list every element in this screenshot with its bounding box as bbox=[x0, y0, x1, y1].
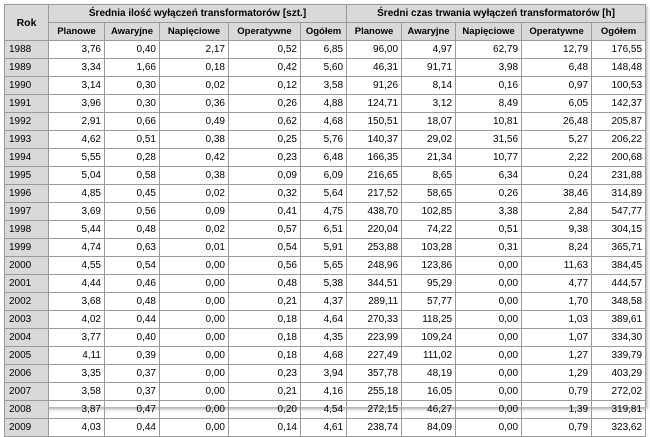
value-cell: 0,45 bbox=[105, 185, 160, 203]
value-cell: 57,77 bbox=[402, 293, 456, 311]
table-body bbox=[5, 41, 646, 437]
value-cell: 4,77 bbox=[522, 275, 592, 293]
value-cell: 0,46 bbox=[105, 275, 160, 293]
value-cell: 0,14 bbox=[229, 419, 301, 437]
value-cell: 0,36 bbox=[160, 95, 229, 113]
value-cell: 100,53 bbox=[592, 77, 646, 95]
value-cell: 0,18 bbox=[229, 347, 301, 365]
value-cell: 4,62 bbox=[49, 131, 105, 149]
sub-header-total-duration: Ogółem bbox=[592, 23, 646, 41]
value-cell: 0,21 bbox=[229, 293, 301, 311]
value-cell: 6,85 bbox=[301, 41, 347, 59]
value-cell: 3,38 bbox=[456, 203, 522, 221]
value-cell: 6,48 bbox=[301, 149, 347, 167]
value-cell: 0,02 bbox=[160, 77, 229, 95]
value-cell: 140,37 bbox=[347, 131, 402, 149]
value-cell: 0,12 bbox=[229, 77, 301, 95]
value-cell: 0,18 bbox=[160, 59, 229, 77]
value-cell: 0,26 bbox=[229, 95, 301, 113]
value-cell: 0,38 bbox=[160, 167, 229, 185]
value-cell: 0,00 bbox=[456, 275, 522, 293]
value-cell: 323,62 bbox=[592, 419, 646, 437]
value-cell: 5,64 bbox=[301, 185, 347, 203]
value-cell: 4,97 bbox=[402, 41, 456, 59]
table-row bbox=[5, 365, 646, 383]
year-column-header: Rok bbox=[5, 5, 49, 41]
value-cell: 3,87 bbox=[49, 401, 105, 419]
value-cell: 0,56 bbox=[105, 203, 160, 221]
value-cell: 0,38 bbox=[160, 131, 229, 149]
value-cell: 444,57 bbox=[592, 275, 646, 293]
value-cell: 3,58 bbox=[301, 77, 347, 95]
year-cell: 1992 bbox=[5, 113, 49, 131]
value-cell: 3,94 bbox=[301, 365, 347, 383]
value-cell: 0,18 bbox=[229, 329, 301, 347]
value-cell: 0,01 bbox=[160, 239, 229, 257]
sub-header-planned-count: Planowe bbox=[49, 23, 105, 41]
value-cell: 124,71 bbox=[347, 95, 402, 113]
value-cell: 142,37 bbox=[592, 95, 646, 113]
value-cell: 0,00 bbox=[456, 365, 522, 383]
transformer-outage-table-panel bbox=[4, 4, 645, 433]
value-cell: 4,55 bbox=[49, 257, 105, 275]
value-cell: 0,66 bbox=[105, 113, 160, 131]
value-cell: 8,65 bbox=[402, 167, 456, 185]
value-cell: 4,88 bbox=[301, 95, 347, 113]
year-cell: 1994 bbox=[5, 149, 49, 167]
value-cell: 4,68 bbox=[301, 113, 347, 131]
table-row bbox=[5, 95, 646, 113]
value-cell: 0,00 bbox=[160, 275, 229, 293]
value-cell: 0,18 bbox=[229, 311, 301, 329]
year-cell: 2005 bbox=[5, 347, 49, 365]
value-cell: 0,42 bbox=[160, 149, 229, 167]
table-row bbox=[5, 293, 646, 311]
value-cell: 6,48 bbox=[522, 59, 592, 77]
value-cell: 95,29 bbox=[402, 275, 456, 293]
sub-header-failure-count: Awaryjne bbox=[105, 23, 160, 41]
table-row bbox=[5, 41, 646, 59]
value-cell: 1,07 bbox=[522, 329, 592, 347]
value-cell: 248,96 bbox=[347, 257, 402, 275]
value-cell: 289,11 bbox=[347, 293, 402, 311]
value-cell: 0,21 bbox=[229, 383, 301, 401]
value-cell: 0,54 bbox=[105, 257, 160, 275]
value-cell: 10,81 bbox=[456, 113, 522, 131]
value-cell: 304,15 bbox=[592, 221, 646, 239]
value-cell: 1,70 bbox=[522, 293, 592, 311]
value-cell: 0,79 bbox=[522, 419, 592, 437]
value-cell: 18,07 bbox=[402, 113, 456, 131]
value-cell: 253,88 bbox=[347, 239, 402, 257]
value-cell: 0,25 bbox=[229, 131, 301, 149]
value-cell: 0,48 bbox=[229, 275, 301, 293]
value-cell: 0,00 bbox=[456, 401, 522, 419]
value-cell: 223,99 bbox=[347, 329, 402, 347]
value-cell: 0,00 bbox=[160, 365, 229, 383]
value-cell: 0,16 bbox=[456, 77, 522, 95]
transformer-outage-table bbox=[4, 4, 646, 437]
value-cell: 5,55 bbox=[49, 149, 105, 167]
value-cell: 389,61 bbox=[592, 311, 646, 329]
value-cell: 0,02 bbox=[160, 221, 229, 239]
value-cell: 4,44 bbox=[49, 275, 105, 293]
value-cell: 118,25 bbox=[402, 311, 456, 329]
value-cell: 0,48 bbox=[105, 221, 160, 239]
value-cell: 0,00 bbox=[456, 257, 522, 275]
value-cell: 3,35 bbox=[49, 365, 105, 383]
value-cell: 2,91 bbox=[49, 113, 105, 131]
value-cell: 272,15 bbox=[347, 401, 402, 419]
value-cell: 5,60 bbox=[301, 59, 347, 77]
value-cell: 4,02 bbox=[49, 311, 105, 329]
value-cell: 4,68 bbox=[301, 347, 347, 365]
value-cell: 4,16 bbox=[301, 383, 347, 401]
table-row bbox=[5, 221, 646, 239]
value-cell: 3,34 bbox=[49, 59, 105, 77]
value-cell: 16,05 bbox=[402, 383, 456, 401]
value-cell: 0,51 bbox=[105, 131, 160, 149]
value-cell: 5,38 bbox=[301, 275, 347, 293]
year-cell: 2000 bbox=[5, 257, 49, 275]
value-cell: 0,40 bbox=[105, 41, 160, 59]
value-cell: 2,84 bbox=[522, 203, 592, 221]
value-cell: 0,56 bbox=[229, 257, 301, 275]
value-cell: 21,34 bbox=[402, 149, 456, 167]
value-cell: 150,51 bbox=[347, 113, 402, 131]
value-cell: 8,14 bbox=[402, 77, 456, 95]
value-cell: 0,58 bbox=[105, 167, 160, 185]
value-cell: 3,14 bbox=[49, 77, 105, 95]
value-cell: 384,45 bbox=[592, 257, 646, 275]
value-cell: 1,29 bbox=[522, 365, 592, 383]
value-cell: 0,00 bbox=[160, 419, 229, 437]
value-cell: 0,97 bbox=[522, 77, 592, 95]
value-cell: 0,00 bbox=[456, 419, 522, 437]
value-cell: 0,09 bbox=[160, 203, 229, 221]
value-cell: 29,02 bbox=[402, 131, 456, 149]
value-cell: 4,54 bbox=[301, 401, 347, 419]
value-cell: 6,51 bbox=[301, 221, 347, 239]
value-cell: 102,85 bbox=[402, 203, 456, 221]
value-cell: 0,30 bbox=[105, 95, 160, 113]
value-cell: 91,71 bbox=[402, 59, 456, 77]
value-cell: 4,85 bbox=[49, 185, 105, 203]
value-cell: 4,11 bbox=[49, 347, 105, 365]
value-cell: 0,30 bbox=[105, 77, 160, 95]
value-cell: 9,38 bbox=[522, 221, 592, 239]
table-row bbox=[5, 149, 646, 167]
table-row bbox=[5, 257, 646, 275]
year-cell: 2009 bbox=[5, 419, 49, 437]
year-cell: 2006 bbox=[5, 365, 49, 383]
value-cell: 0,44 bbox=[105, 419, 160, 437]
value-cell: 0,00 bbox=[456, 311, 522, 329]
value-cell: 3,12 bbox=[402, 95, 456, 113]
value-cell: 5,91 bbox=[301, 239, 347, 257]
header-row-groups bbox=[5, 5, 646, 23]
value-cell: 0,49 bbox=[160, 113, 229, 131]
year-cell: 2004 bbox=[5, 329, 49, 347]
value-cell: 123,86 bbox=[402, 257, 456, 275]
value-cell: 314,89 bbox=[592, 185, 646, 203]
year-cell: 2003 bbox=[5, 311, 49, 329]
value-cell: 166,35 bbox=[347, 149, 402, 167]
sub-header-voltage-count: Napięciowe bbox=[160, 23, 229, 41]
value-cell: 46,31 bbox=[347, 59, 402, 77]
year-cell: 1988 bbox=[5, 41, 49, 59]
value-cell: 0,00 bbox=[456, 329, 522, 347]
value-cell: 8,24 bbox=[522, 239, 592, 257]
value-cell: 5,04 bbox=[49, 167, 105, 185]
table-row bbox=[5, 239, 646, 257]
value-cell: 0,51 bbox=[456, 221, 522, 239]
value-cell: 5,76 bbox=[301, 131, 347, 149]
value-cell: 0,09 bbox=[229, 167, 301, 185]
table-row bbox=[5, 311, 646, 329]
value-cell: 103,28 bbox=[402, 239, 456, 257]
value-cell: 0,00 bbox=[160, 401, 229, 419]
value-cell: 344,51 bbox=[347, 275, 402, 293]
value-cell: 0,37 bbox=[105, 383, 160, 401]
value-cell: 348,58 bbox=[592, 293, 646, 311]
value-cell: 109,24 bbox=[402, 329, 456, 347]
sub-header-voltage-duration: Napięciowe bbox=[456, 23, 522, 41]
value-cell: 0,00 bbox=[160, 329, 229, 347]
value-cell: 0,31 bbox=[456, 239, 522, 257]
value-cell: 38,46 bbox=[522, 185, 592, 203]
value-cell: 216,65 bbox=[347, 167, 402, 185]
value-cell: 547,77 bbox=[592, 203, 646, 221]
value-cell: 62,79 bbox=[456, 41, 522, 59]
sub-header-planned-duration: Planowe bbox=[347, 23, 402, 41]
value-cell: 0,00 bbox=[456, 383, 522, 401]
value-cell: 3,76 bbox=[49, 41, 105, 59]
value-cell: 4,74 bbox=[49, 239, 105, 257]
duration-group-header: Średni czas trwania wyłączeń transformatorów [h] bbox=[347, 5, 646, 23]
value-cell: 0,23 bbox=[229, 365, 301, 383]
value-cell: 0,00 bbox=[160, 293, 229, 311]
value-cell: 10,77 bbox=[456, 149, 522, 167]
value-cell: 334,30 bbox=[592, 329, 646, 347]
value-cell: 220,04 bbox=[347, 221, 402, 239]
value-cell: 0,00 bbox=[160, 347, 229, 365]
value-cell: 231,88 bbox=[592, 167, 646, 185]
value-cell: 0,63 bbox=[105, 239, 160, 257]
value-cell: 206,22 bbox=[592, 131, 646, 149]
sub-header-operational-duration: Operatywne bbox=[522, 23, 592, 41]
value-cell: 12,79 bbox=[522, 41, 592, 59]
value-cell: 0,62 bbox=[229, 113, 301, 131]
year-cell: 2001 bbox=[5, 275, 49, 293]
value-cell: 31,56 bbox=[456, 131, 522, 149]
value-cell: 4,75 bbox=[301, 203, 347, 221]
year-cell: 2002 bbox=[5, 293, 49, 311]
value-cell: 205,87 bbox=[592, 113, 646, 131]
value-cell: 272,02 bbox=[592, 383, 646, 401]
value-cell: 0,26 bbox=[456, 185, 522, 203]
year-cell: 1993 bbox=[5, 131, 49, 149]
value-cell: 4,03 bbox=[49, 419, 105, 437]
value-cell: 111,02 bbox=[402, 347, 456, 365]
value-cell: 0,00 bbox=[456, 293, 522, 311]
sub-header-failure-duration: Awaryjne bbox=[402, 23, 456, 41]
value-cell: 0,47 bbox=[105, 401, 160, 419]
value-cell: 4,64 bbox=[301, 311, 347, 329]
table-row bbox=[5, 329, 646, 347]
value-cell: 96,00 bbox=[347, 41, 402, 59]
table-row bbox=[5, 77, 646, 95]
value-cell: 1,39 bbox=[522, 401, 592, 419]
value-cell: 5,27 bbox=[522, 131, 592, 149]
value-cell: 1,27 bbox=[522, 347, 592, 365]
value-cell: 3,96 bbox=[49, 95, 105, 113]
year-cell: 1998 bbox=[5, 221, 49, 239]
value-cell: 0,48 bbox=[105, 293, 160, 311]
value-cell: 0,00 bbox=[160, 257, 229, 275]
value-cell: 403,29 bbox=[592, 365, 646, 383]
value-cell: 0,32 bbox=[229, 185, 301, 203]
year-cell: 2008 bbox=[5, 401, 49, 419]
value-cell: 0,57 bbox=[229, 221, 301, 239]
value-cell: 0,44 bbox=[105, 311, 160, 329]
value-cell: 365,71 bbox=[592, 239, 646, 257]
value-cell: 227,49 bbox=[347, 347, 402, 365]
year-cell: 2007 bbox=[5, 383, 49, 401]
table-row bbox=[5, 383, 646, 401]
table-row bbox=[5, 419, 646, 437]
value-cell: 0,42 bbox=[229, 59, 301, 77]
value-cell: 48,19 bbox=[402, 365, 456, 383]
value-cell: 438,70 bbox=[347, 203, 402, 221]
value-cell: 270,33 bbox=[347, 311, 402, 329]
value-cell: 238,74 bbox=[347, 419, 402, 437]
value-cell: 8,49 bbox=[456, 95, 522, 113]
value-cell: 0,52 bbox=[229, 41, 301, 59]
value-cell: 1,66 bbox=[105, 59, 160, 77]
value-cell: 2,22 bbox=[522, 149, 592, 167]
value-cell: 0,00 bbox=[160, 311, 229, 329]
value-cell: 0,28 bbox=[105, 149, 160, 167]
value-cell: 4,37 bbox=[301, 293, 347, 311]
value-cell: 0,02 bbox=[160, 185, 229, 203]
year-cell: 1999 bbox=[5, 239, 49, 257]
value-cell: 74,22 bbox=[402, 221, 456, 239]
value-cell: 11,63 bbox=[522, 257, 592, 275]
value-cell: 0,54 bbox=[229, 239, 301, 257]
value-cell: 5,44 bbox=[49, 221, 105, 239]
year-cell: 1989 bbox=[5, 59, 49, 77]
value-cell: 0,23 bbox=[229, 149, 301, 167]
table-row bbox=[5, 203, 646, 221]
sub-header-operational-count: Operatywne bbox=[229, 23, 301, 41]
value-cell: 4,35 bbox=[301, 329, 347, 347]
value-cell: 6,09 bbox=[301, 167, 347, 185]
table-row bbox=[5, 401, 646, 419]
year-cell: 1995 bbox=[5, 167, 49, 185]
value-cell: 3,68 bbox=[49, 293, 105, 311]
table-row bbox=[5, 167, 646, 185]
value-cell: 0,39 bbox=[105, 347, 160, 365]
value-cell: 84,09 bbox=[402, 419, 456, 437]
value-cell: 255,18 bbox=[347, 383, 402, 401]
year-cell: 1991 bbox=[5, 95, 49, 113]
value-cell: 3,98 bbox=[456, 59, 522, 77]
value-cell: 26,48 bbox=[522, 113, 592, 131]
header-row-subcolumns bbox=[5, 23, 646, 41]
value-cell: 91,26 bbox=[347, 77, 402, 95]
value-cell: 1,03 bbox=[522, 311, 592, 329]
table-row bbox=[5, 131, 646, 149]
value-cell: 339,79 bbox=[592, 347, 646, 365]
value-cell: 148,48 bbox=[592, 59, 646, 77]
value-cell: 58,65 bbox=[402, 185, 456, 203]
value-cell: 0,24 bbox=[522, 167, 592, 185]
value-cell: 0,37 bbox=[105, 365, 160, 383]
value-cell: 5,65 bbox=[301, 257, 347, 275]
value-cell: 176,55 bbox=[592, 41, 646, 59]
value-cell: 6,34 bbox=[456, 167, 522, 185]
value-cell: 0,40 bbox=[105, 329, 160, 347]
value-cell: 4,61 bbox=[301, 419, 347, 437]
value-cell: 0,20 bbox=[229, 401, 301, 419]
table-row bbox=[5, 275, 646, 293]
value-cell: 217,52 bbox=[347, 185, 402, 203]
table-row bbox=[5, 185, 646, 203]
value-cell: 46,27 bbox=[402, 401, 456, 419]
value-cell: 0,00 bbox=[456, 347, 522, 365]
value-cell: 357,78 bbox=[347, 365, 402, 383]
value-cell: 319,81 bbox=[592, 401, 646, 419]
value-cell: 3,77 bbox=[49, 329, 105, 347]
table-row bbox=[5, 347, 646, 365]
value-cell: 2,17 bbox=[160, 41, 229, 59]
year-cell: 1997 bbox=[5, 203, 49, 221]
year-cell: 1990 bbox=[5, 77, 49, 95]
sub-header-total-count: Ogółem bbox=[301, 23, 347, 41]
table-row bbox=[5, 113, 646, 131]
value-cell: 3,69 bbox=[49, 203, 105, 221]
value-cell: 0,41 bbox=[229, 203, 301, 221]
value-cell: 6,05 bbox=[522, 95, 592, 113]
year-cell: 1996 bbox=[5, 185, 49, 203]
table-row bbox=[5, 59, 646, 77]
value-cell: 3,58 bbox=[49, 383, 105, 401]
count-group-header: Średnia ilość wyłączeń transformatorów [szt.] bbox=[49, 5, 347, 23]
value-cell: 0,79 bbox=[522, 383, 592, 401]
value-cell: 200,68 bbox=[592, 149, 646, 167]
value-cell: 0,00 bbox=[160, 383, 229, 401]
